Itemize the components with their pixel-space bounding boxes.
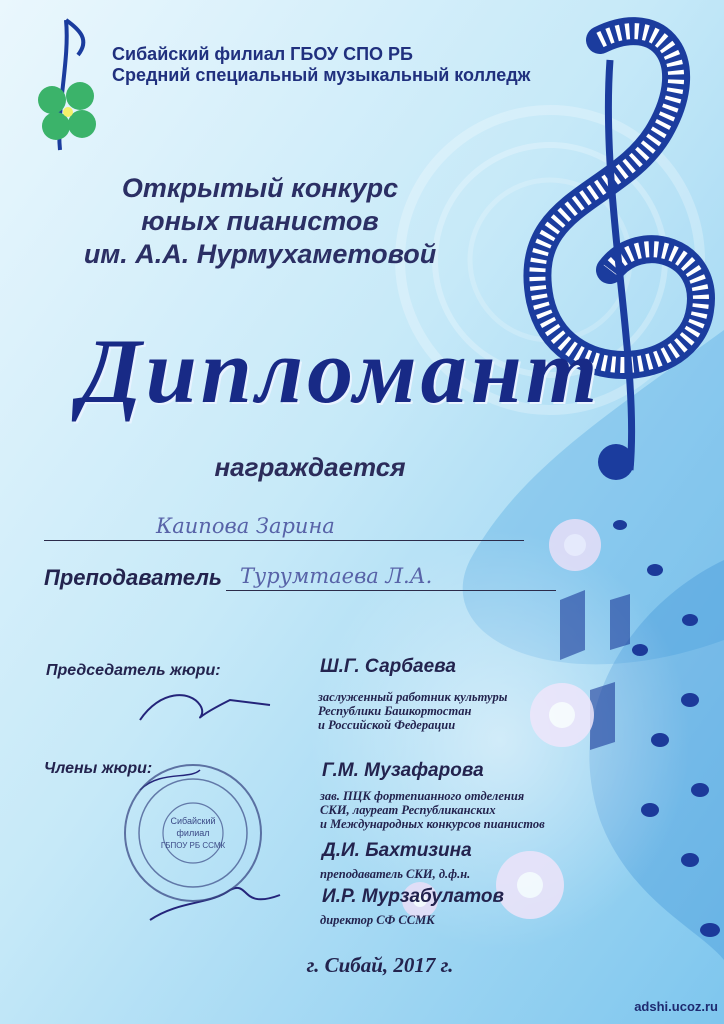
contest-line-3: им. А.А. Нурмухаметовой: [83, 239, 437, 269]
recipient-name: Каипова Зарина: [156, 514, 335, 538]
institution-header: [112, 44, 530, 86]
contest-line-1: Открытый конкурс: [121, 173, 399, 203]
jury-chair-label: Председатель жюри:: [46, 662, 221, 679]
jury-member-name: Г.М. Музафарова: [322, 760, 484, 781]
official-stamp: [118, 758, 268, 908]
jury-member-name: Д.И. Бахтизина: [322, 840, 472, 861]
diploma-title: Дипломант: [78, 320, 602, 422]
watermark: adshi.ucoz.ru: [634, 999, 718, 1014]
institution-line-2: Средний специальный музыкальный колледж: [112, 65, 531, 85]
jury-member-desc: преподаватель СКИ, д.ф.н.: [320, 867, 471, 881]
contest-title: [40, 172, 480, 271]
jury-chair-name: Ш.Г. Сарбаева: [320, 656, 456, 677]
contest-line-2: юных пианистов: [141, 206, 379, 236]
institution-line-1: Сибайский филиал ГБОУ СПО РБ: [112, 44, 413, 64]
teacher-line: [226, 560, 556, 591]
place-date: г. Сибай, 2017 г.: [306, 953, 454, 977]
jury-member-desc: зав. ПЦК фортепианного отделения СКИ, лауреат Республиканских и Международных конкурсов пианистов: [320, 789, 545, 831]
jury-members-label: Члены жюри:: [44, 760, 153, 777]
stamp-text-top: Сибайский: [170, 816, 216, 826]
jury-chair-desc: заслуженный работник культуры Республики Башкортостан и Российской Федерации: [318, 690, 508, 732]
stamp-text-bottom: ГБПОУ РБ ССМК: [160, 841, 226, 850]
awarded-text: награждается: [214, 452, 406, 482]
jury-member-name: И.Р. Мурзабулатов: [322, 886, 505, 907]
teacher-label: Преподаватель: [44, 565, 222, 590]
stamp-text-mid: филиал: [176, 828, 210, 838]
jury-member-desc: директор СФ ССМК: [320, 913, 435, 927]
teacher-name: Турумтаева Л.А.: [240, 564, 433, 588]
recipient-line: [44, 510, 524, 541]
